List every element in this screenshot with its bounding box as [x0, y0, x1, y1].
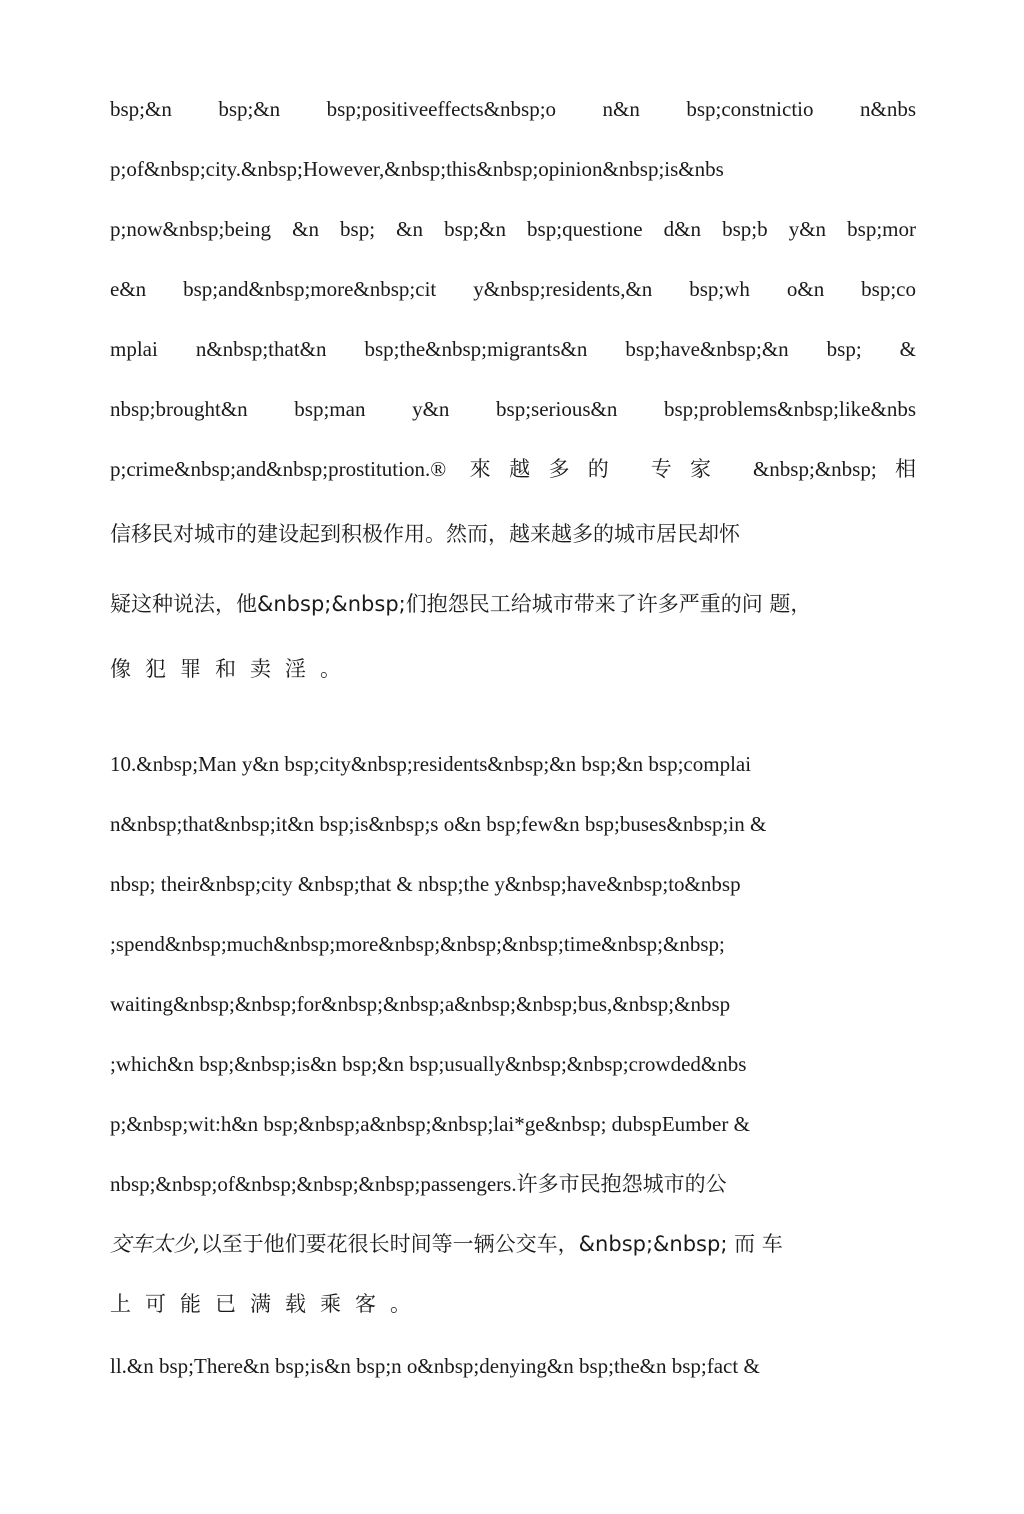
text-line: p;now&nbsp;being &n bsp; &n bsp;&n bsp;questione d&n bsp;b y&n bsp;mor [110, 217, 916, 241]
text-line: n&nbsp;that&nbsp;it&n bsp;is&nbsp;s o&n bsp;few&n bsp;buses&nbsp;in & [110, 812, 767, 836]
italic-text-span: 交车太少, [110, 1232, 201, 1256]
text-line: ;which&n bsp;&nbsp;is&n bsp;&n bsp;usually&nbsp;&nbsp;crowded&nbs [110, 1052, 747, 1076]
text-line: p;crime&nbsp;and&nbsp;prostitution.® 來越多的 专家 &nbsp;&nbsp;相 [110, 457, 916, 481]
text-line: nbsp;brought&n bsp;man y&n bsp;serious&n bsp;problems&nbsp;like&nbs [110, 397, 916, 421]
text-line: nbsp; their&nbsp;city &nbsp;that & nbsp;the y&nbsp;have&nbsp;to&nbsp [110, 872, 741, 896]
text-line: 信移民对城市的建设起到积极作用。然而，越来越多的城市居民却怀 [110, 522, 740, 546]
text-line: 像犯罪和卖淫。 [110, 657, 355, 681]
text-line: 10.&nbsp;Man y&n bsp;city&nbsp;residents&nbsp;&n bsp;&n bsp;complai [110, 752, 752, 776]
text-span: 以至于他们要花很长时间等一辆公交车，&nbsp;&nbsp; 而 车 [200, 1232, 783, 1256]
text-line: nbsp;&nbsp;of&nbsp;&nbsp;&nbsp;passengers.许多市民抱怨城市的公 [110, 1172, 727, 1196]
text-line-mixed [110, 1230, 890, 1258]
text-line: 疑这种说法，他&nbsp;&nbsp;们抱怨民工给城市带来了许多严重的问 题， [110, 592, 812, 616]
text-line: p;of&nbsp;city.&nbsp;However,&nbsp;this&nbsp;opinion&nbsp;is&nbs [110, 157, 724, 181]
text-line: e&n bsp;and&nbsp;more&nbsp;cit y&nbsp;residents,&n bsp;wh o&n bsp;co [110, 277, 916, 301]
text-line: p;&nbsp;wit:h&n bsp;&nbsp;a&nbsp;&nbsp;lai*ge&nbsp; dubspEumber & [110, 1112, 750, 1136]
text-line: bsp;&n bsp;&n bsp;positiveeffects&nbsp;o n&n bsp;constnictio n&nbs [110, 97, 916, 121]
text-line: 上可能已满载乘客。 [110, 1292, 425, 1316]
text-line: mplai n&nbsp;that&n bsp;the&nbsp;migrants&n bsp;have&nbsp;&n bsp; & [110, 337, 916, 361]
text-line: ;spend&nbsp;much&nbsp;more&nbsp;&nbsp;&nbsp;time&nbsp;&nbsp; [110, 932, 725, 956]
text-line: ll.&n bsp;There&n bsp;is&n bsp;n o&nbsp;denying&n bsp;the&n bsp;fact & [110, 1354, 760, 1378]
text-line: waiting&nbsp;&nbsp;for&nbsp;&nbsp;a&nbsp;&nbsp;bus,&nbsp;&nbsp [110, 992, 731, 1016]
